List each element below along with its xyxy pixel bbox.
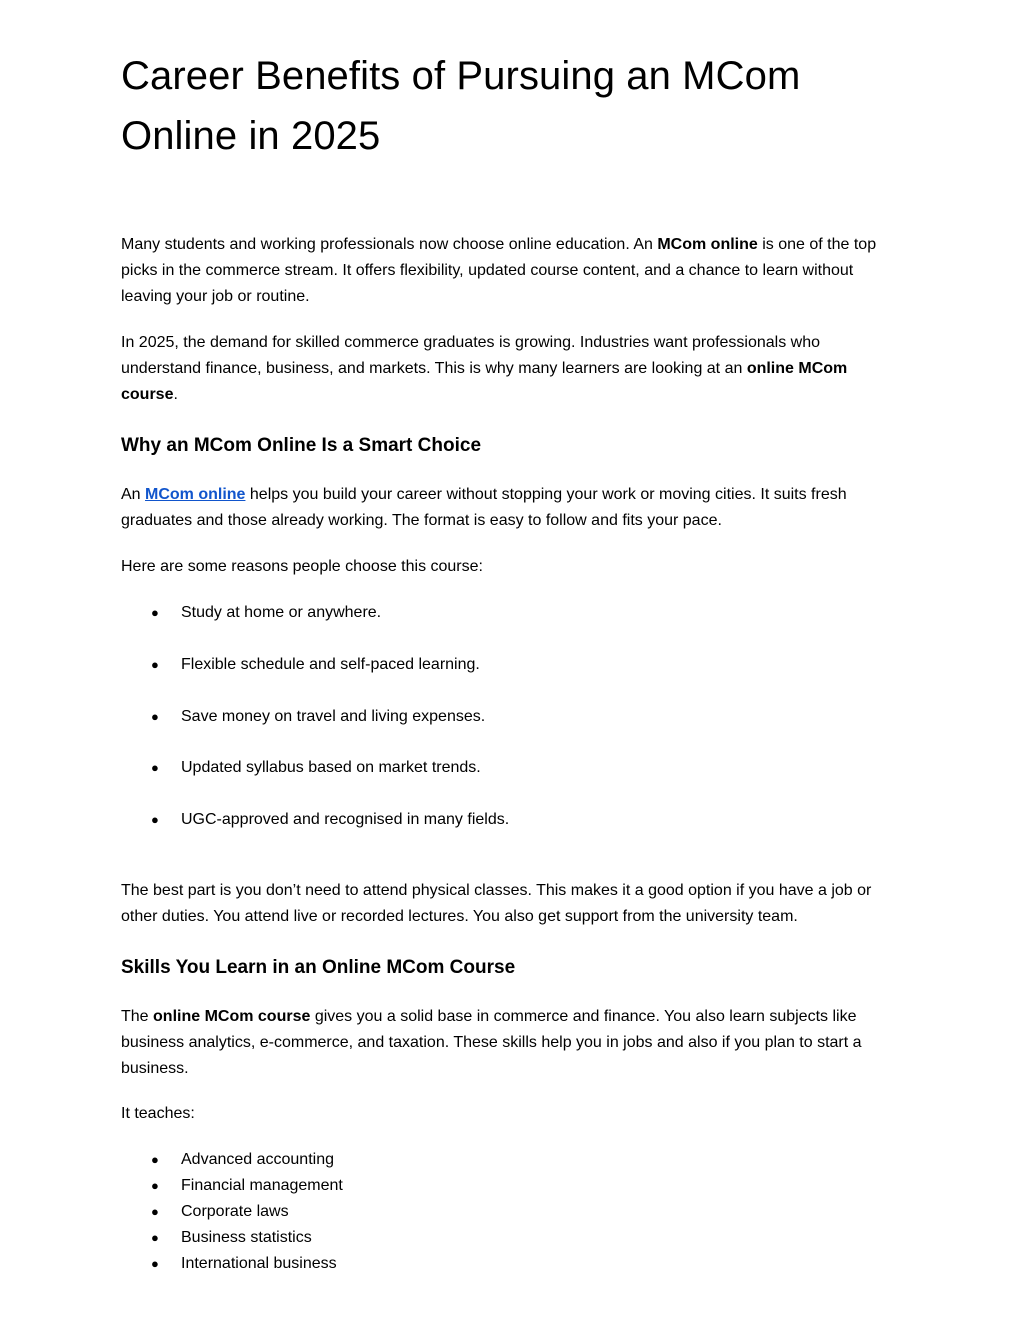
intro-paragraph-2: [121, 330, 901, 408]
bullet-icon: ●: [151, 657, 159, 672]
section-heading-skills: Skills You Learn in an Online MCom Course: [121, 957, 516, 978]
section-heading-smart-choice: Why an MCom Online Is a Smart Choice: [121, 435, 482, 456]
bullet-icon: ●: [151, 1230, 159, 1245]
section2-p1-bold: online MCom course: [153, 1008, 311, 1025]
list-item-text: Study at home or anywhere.: [181, 604, 382, 621]
section1-paragraph-1: [121, 482, 901, 534]
page-title: Career Benefits of Pursuing an MCom Online in 2025: [121, 54, 801, 158]
section2-paragraph-2: It teaches:: [121, 1105, 195, 1122]
intro-paragraph-1: [121, 232, 901, 310]
list-item-text: International business: [181, 1255, 337, 1272]
intro-p2-bold: online MCom course: [121, 360, 848, 403]
list-item-text: Updated syllabus based on market trends.: [181, 759, 481, 776]
section1-paragraph-3: The best part is you don’t need to attend physical classes. This makes it a good option if you have a job or other duties. You attend live or recorded lectures. You also get support from the university team.: [121, 882, 872, 925]
section1-paragraph-2: Here are some reasons people choose this course:: [121, 558, 483, 575]
mcom-online-link[interactable]: MCom online: [145, 486, 246, 503]
section1-p1-text-c: helps you build your career without stopping your work or moving cities. It suits fresh graduates and those already working. The format is easy to follow and fits your pace.: [121, 486, 847, 529]
intro-p1-text-c: is one of the top picks in the commerce stream. It offers flexibility, updated course content, and a chance to learn without leaving your job or routine.: [121, 236, 877, 305]
intro-p1-bold: MCom online: [657, 236, 758, 253]
list-item-text: Financial management: [181, 1177, 343, 1194]
section2-p1-text-a: The: [121, 1008, 154, 1025]
bullet-icon: ●: [151, 1152, 159, 1167]
bullet-icon: ●: [151, 709, 159, 724]
section2-paragraph-1: [121, 1004, 901, 1082]
bullet-icon: ●: [151, 812, 159, 827]
list-item-text: Advanced accounting: [181, 1151, 334, 1168]
bullet-icon: ●: [151, 760, 159, 775]
list-item-text: Corporate laws: [181, 1203, 289, 1220]
bullet-icon: ●: [151, 1204, 159, 1219]
intro-p1-text-a: Many students and working professionals now choose online education. An: [121, 236, 658, 253]
section2-p1-text-c: gives you a solid base in commerce and finance. You also learn subjects like business analytics, e-commerce, and taxation. These skills help you in jobs and also if you plan to start a business.: [121, 1008, 862, 1077]
bullet-icon: ●: [151, 605, 159, 620]
list-item-text: Flexible schedule and self-paced learning.: [181, 656, 480, 673]
list-item-text: Business statistics: [181, 1229, 312, 1246]
intro-p2-text-a: In 2025, the demand for skilled commerce graduates is growing. Industries want professionals who understand finance, business, and markets. This is why many learners are looking at an: [121, 334, 821, 377]
list-item-text: Save money on travel and living expenses.: [181, 708, 486, 725]
bullet-icon: ●: [151, 1178, 159, 1193]
section1-p1-text-a: An: [121, 486, 146, 503]
list-item-text: UGC-approved and recognised in many fields.: [181, 811, 510, 828]
intro-p2-text-c: .: [173, 386, 178, 403]
bullet-icon: ●: [151, 1256, 159, 1271]
